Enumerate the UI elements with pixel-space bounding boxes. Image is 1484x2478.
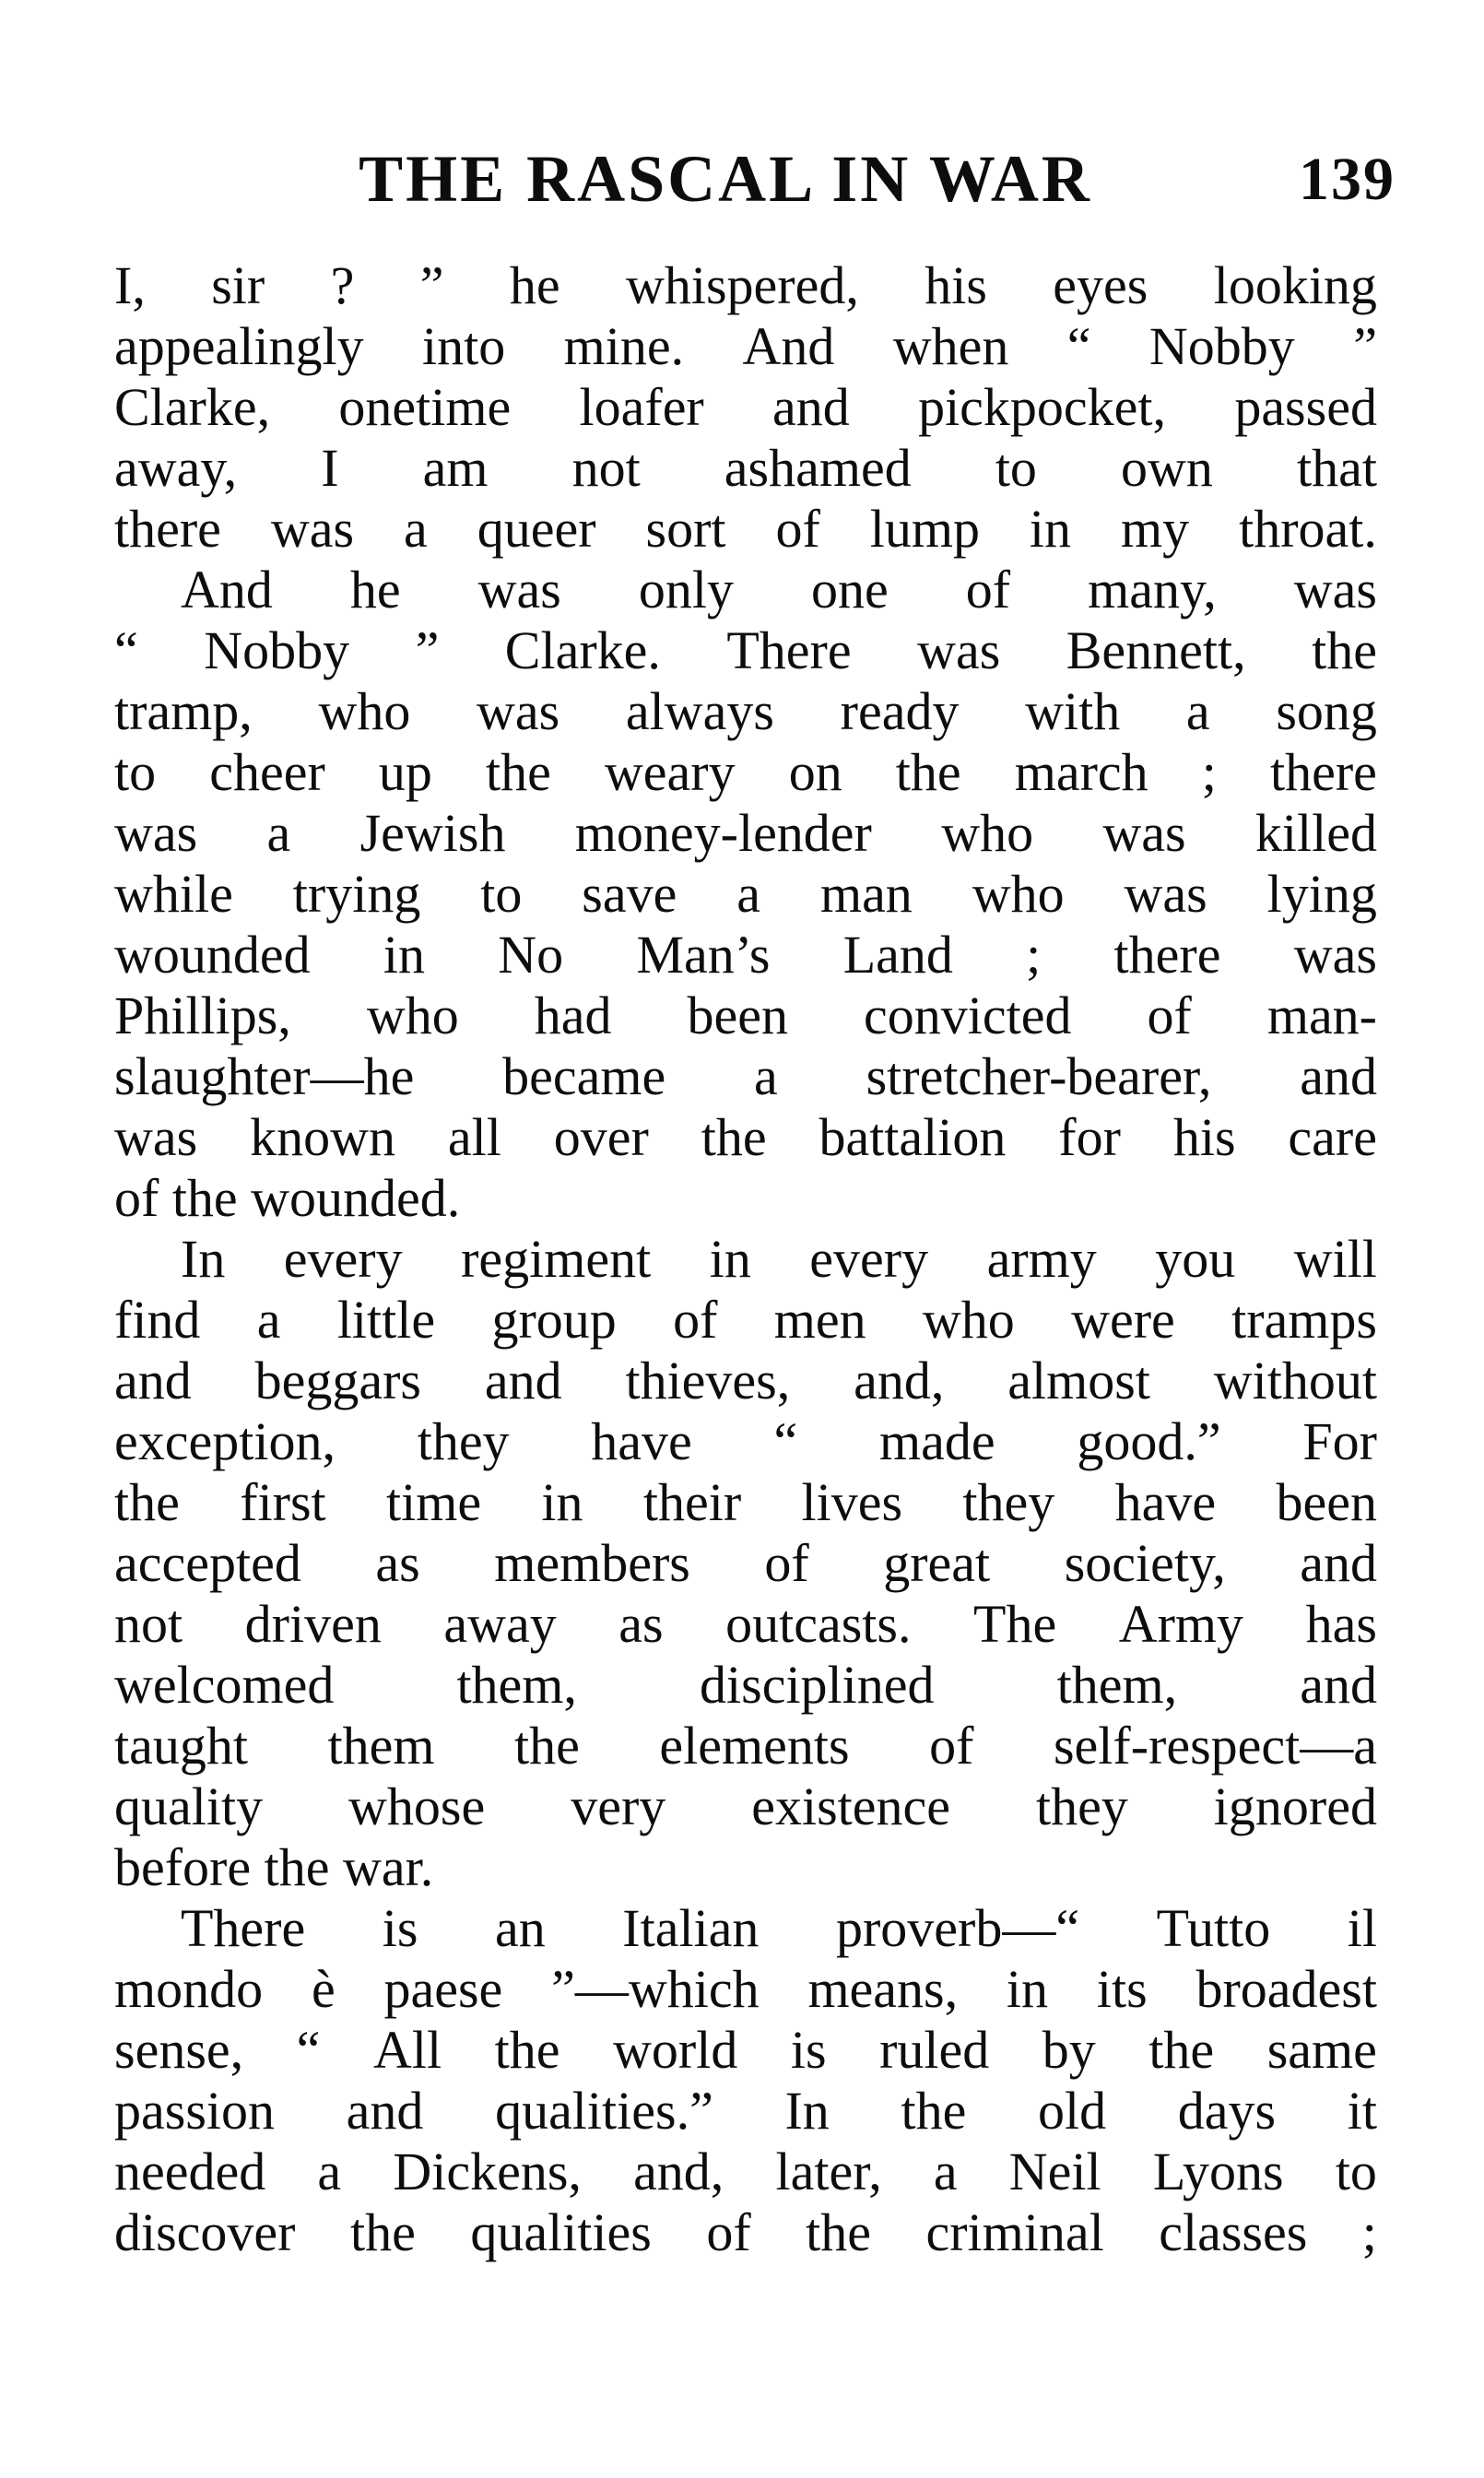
text-line: needed a Dickens, and, later, a Neil Lyons to bbox=[114, 2142, 1377, 2201]
text-line: there was a queer sort of lump in my throat. bbox=[114, 499, 1377, 559]
text-line: accepted as members of great society, and bbox=[114, 1533, 1377, 1593]
text-line: not driven away as outcasts. The Army has bbox=[114, 1594, 1377, 1654]
paragraph bbox=[114, 255, 1377, 560]
text-line: discover the qualities of the criminal classes ; bbox=[114, 2202, 1377, 2262]
body-text bbox=[114, 255, 1377, 2263]
text-line: of the wounded. bbox=[114, 1168, 461, 1228]
text-line: welcomed them, disciplined them, and bbox=[114, 1655, 1377, 1715]
text-line: There is an Italian proverb—“ Tutto il bbox=[181, 1898, 1377, 1958]
text-line: tramp, who was always ready with a song bbox=[114, 681, 1377, 741]
text-line: In every regiment in every army you will bbox=[181, 1229, 1377, 1289]
text-line: Clarke, onetime loafer and pickpocket, passed bbox=[114, 377, 1377, 437]
text-line: slaughter—he became a stretcher-bearer, and bbox=[114, 1046, 1377, 1106]
text-line: “ Nobby ” Clarke. There was Bennett, the bbox=[114, 620, 1377, 680]
text-line: was known all over the battalion for his care bbox=[114, 1107, 1377, 1167]
text-line: wounded in No Man’s Land ; there was bbox=[114, 925, 1377, 985]
text-line: taught them the elements of self-respect—a bbox=[114, 1716, 1377, 1776]
paragraph bbox=[114, 1229, 1377, 1898]
text-line: the first time in their lives they have been bbox=[114, 1472, 1377, 1532]
text-line: Phillips, who had been convicted of man- bbox=[114, 985, 1377, 1045]
text-line: appealingly into mine. And when “ Nobby ” bbox=[114, 316, 1377, 376]
text-line: to cheer up the weary on the march ; there bbox=[114, 742, 1377, 802]
text-line: find a little group of men who were tramps bbox=[114, 1290, 1377, 1350]
page-header bbox=[114, 142, 1396, 229]
text-line: I, sir ? ” he whispered, his eyes looking bbox=[114, 255, 1377, 315]
text-line: And he was only one of many, was bbox=[181, 560, 1377, 620]
page-number: 139 bbox=[1299, 146, 1396, 213]
text-line: sense, “ All the world is ruled by the same bbox=[114, 2020, 1377, 2080]
text-line: was a Jewish money-lender who was killed bbox=[114, 803, 1377, 863]
text-line: exception, they have “ made good.” For bbox=[114, 1411, 1377, 1471]
text-line: quality whose very existence they ignored bbox=[114, 1776, 1377, 1836]
text-line: away, I am not ashamed to own that bbox=[114, 438, 1377, 498]
text-line: while trying to save a man who was lying bbox=[114, 864, 1377, 924]
running-title: THE RASCAL IN WAR bbox=[359, 142, 1092, 216]
text-line: passion and qualities.” In the old days it bbox=[114, 2081, 1377, 2141]
text-line: and beggars and thieves, and, almost without bbox=[114, 1351, 1377, 1410]
text-line: mondo è paese ”—which means, in its broadest bbox=[114, 1959, 1377, 2019]
text-line: before the war. bbox=[114, 1837, 434, 1897]
paragraph bbox=[114, 560, 1377, 1229]
paragraph bbox=[114, 1898, 1377, 2263]
